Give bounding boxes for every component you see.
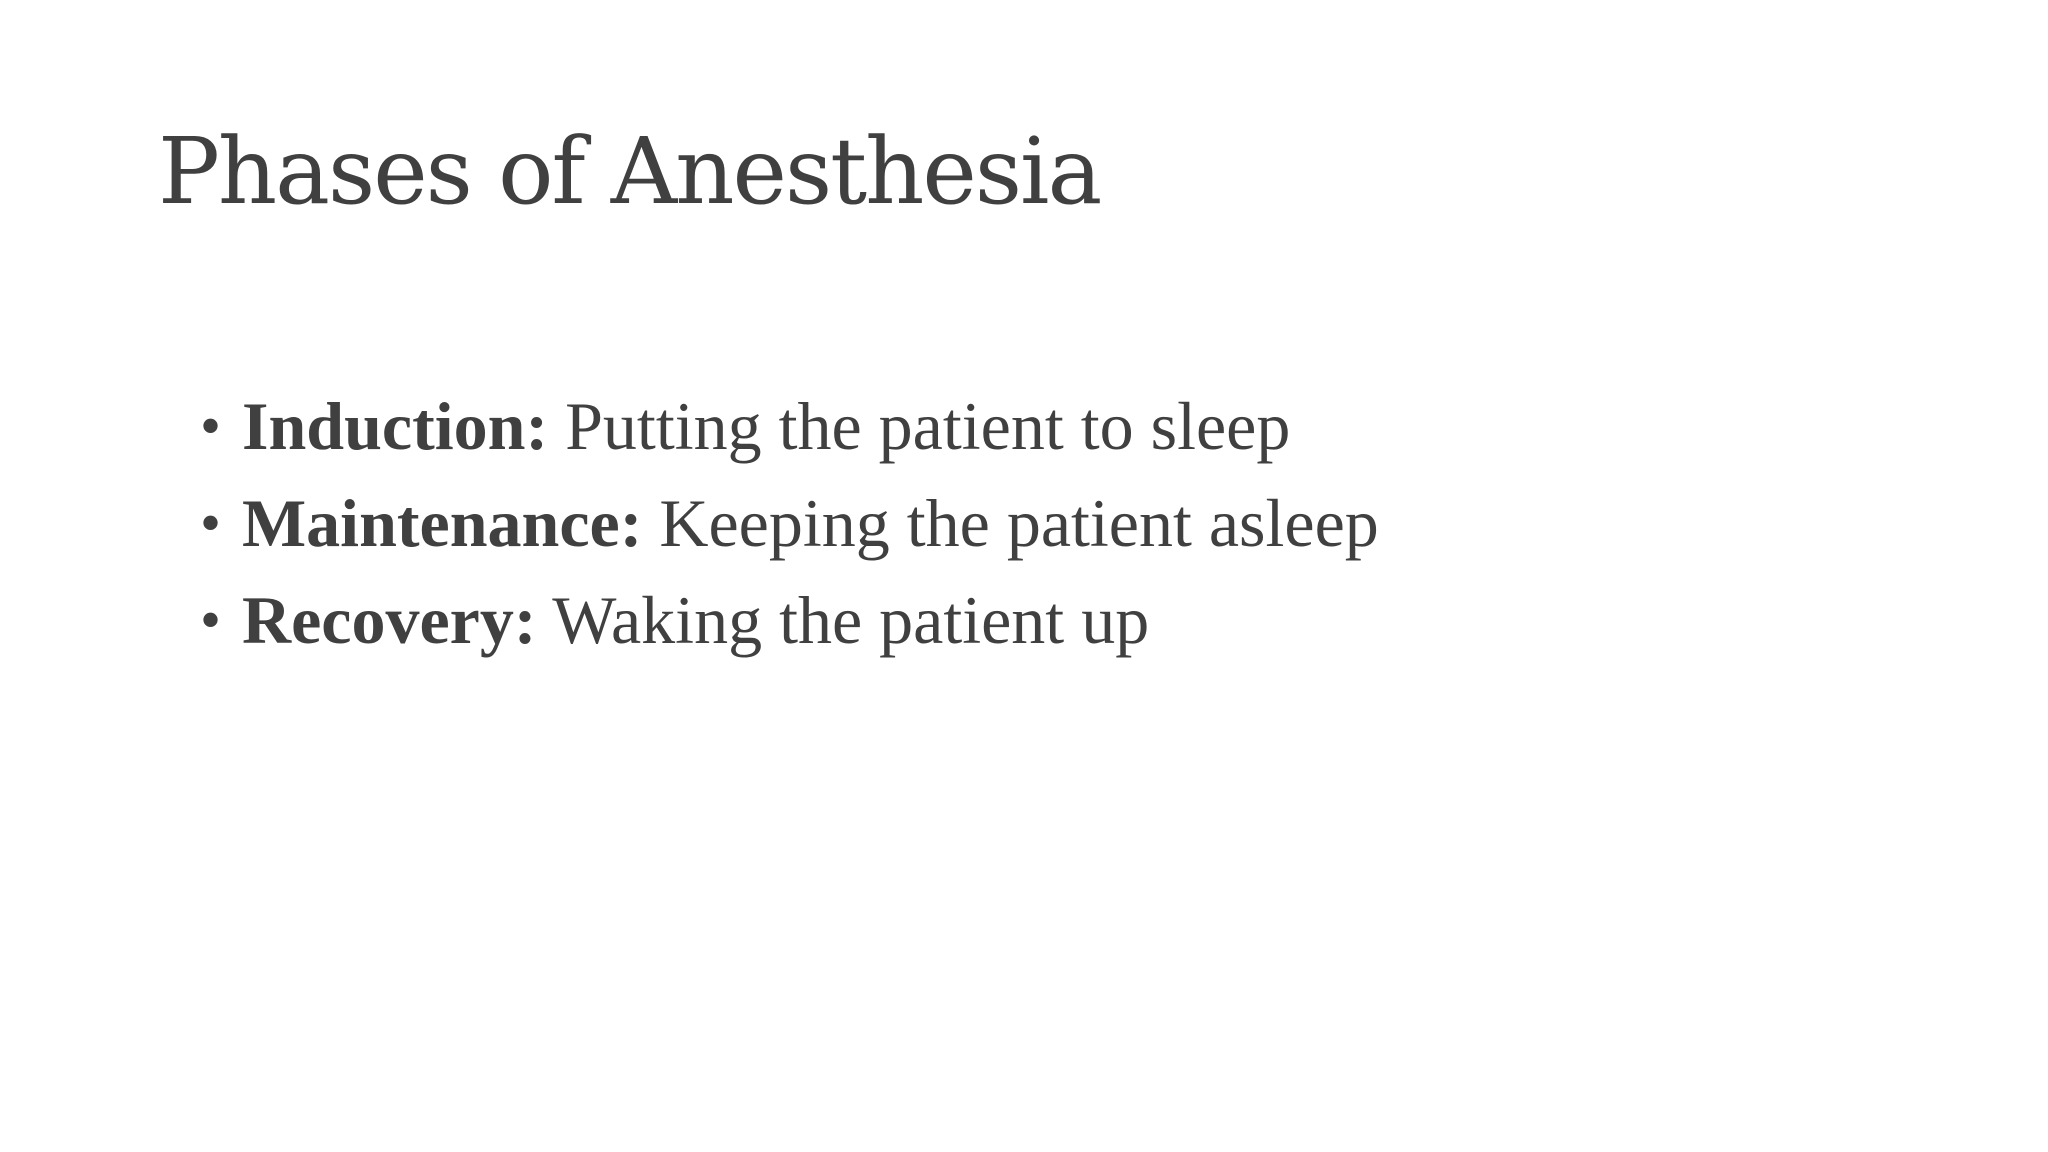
bullet-description: Keeping the patient asleep bbox=[659, 485, 1379, 561]
bullet-icon: • bbox=[200, 587, 222, 653]
slide-title: Phases of Anesthesia bbox=[158, 118, 1101, 225]
bullet-item-recovery bbox=[200, 572, 1379, 669]
bullet-icon: • bbox=[200, 393, 222, 459]
bullet-term: Maintenance: bbox=[242, 485, 643, 561]
bullet-description: Putting the patient to sleep bbox=[565, 388, 1291, 464]
bullet-item-induction bbox=[200, 378, 1379, 475]
bullet-description: Waking the patient up bbox=[552, 582, 1150, 658]
bullet-term: Recovery: bbox=[242, 582, 537, 658]
bullet-item-maintenance bbox=[200, 475, 1379, 572]
bullet-list bbox=[200, 378, 1379, 669]
bullet-icon: • bbox=[200, 490, 222, 556]
bullet-term: Induction: bbox=[242, 388, 549, 464]
